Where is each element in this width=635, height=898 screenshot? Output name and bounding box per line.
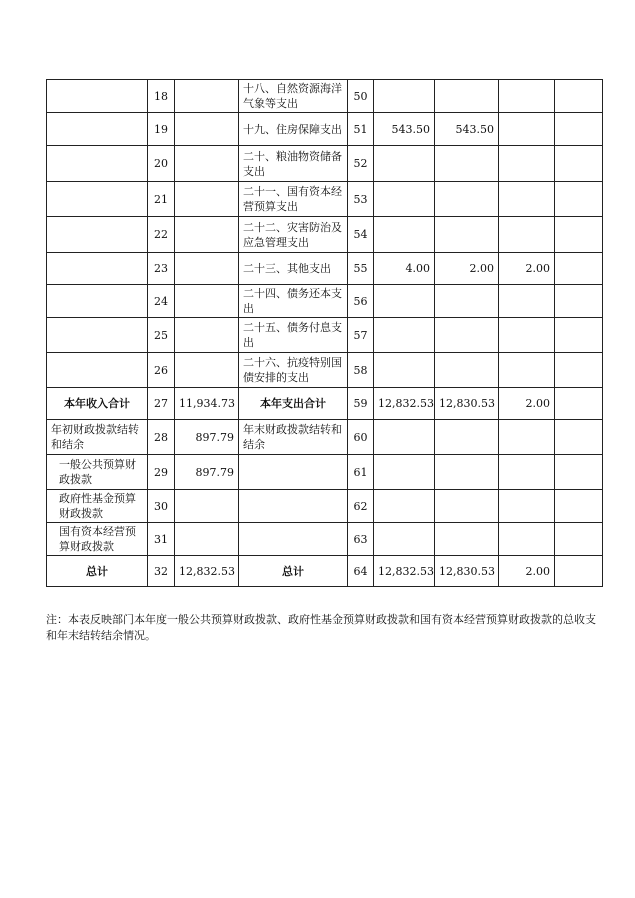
general-budget-cell <box>435 285 499 318</box>
table-row <box>47 182 603 217</box>
income-label-cell: 年初财政拨款结转和结余 <box>47 420 148 455</box>
expense-row-number-cell: 55 <box>348 253 374 285</box>
expense-label-cell: 二十四、债务还本支出 <box>239 285 348 318</box>
income-label-cell: 一般公共预算财政拨款 <box>47 455 148 490</box>
income-amount-cell <box>175 318 239 353</box>
state-capital-cell <box>555 80 603 113</box>
expense-total-cell <box>374 146 435 182</box>
general-budget-cell: 2.00 <box>435 253 499 285</box>
general-budget-cell: 12,830.53 <box>435 388 499 420</box>
income-row-number-cell: 18 <box>148 80 175 113</box>
income-row-number-cell: 25 <box>148 318 175 353</box>
state-capital-cell <box>555 113 603 146</box>
income-label-cell <box>47 285 148 318</box>
income-row-number-cell: 26 <box>148 353 175 388</box>
state-capital-cell <box>555 318 603 353</box>
government-fund-cell <box>499 182 555 217</box>
income-amount-cell <box>175 490 239 523</box>
general-budget-cell <box>435 353 499 388</box>
general-budget-cell <box>435 490 499 523</box>
general-budget-cell <box>435 217 499 253</box>
table-row <box>47 523 603 556</box>
expense-total-cell <box>374 455 435 490</box>
income-amount-cell <box>175 80 239 113</box>
state-capital-cell <box>555 388 603 420</box>
table-footnote: 注：本表反映部门本年度一般公共预算财政拨款、政府性基金预算财政拨款和国有资本经营预算财政拨款的总收支和年末结转结余情况。 <box>46 613 596 642</box>
expense-label-cell: 总计 <box>239 556 348 587</box>
expense-row-number-cell: 56 <box>348 285 374 318</box>
government-fund-cell: 2.00 <box>499 556 555 587</box>
general-budget-cell: 12,830.53 <box>435 556 499 587</box>
income-row-number-cell: 22 <box>148 217 175 253</box>
expense-label-cell <box>239 455 348 490</box>
income-label-cell <box>47 253 148 285</box>
expense-total-cell: 12,832.53 <box>374 388 435 420</box>
expense-label-cell: 二十六、抗疫特别国债安排的支出 <box>239 353 348 388</box>
table-row <box>47 285 603 318</box>
income-amount-cell <box>175 146 239 182</box>
expense-total-cell: 543.50 <box>374 113 435 146</box>
expense-total-cell <box>374 80 435 113</box>
income-label-cell: 国有资本经营预算财政拨款 <box>47 523 148 556</box>
state-capital-cell <box>555 490 603 523</box>
income-label-cell <box>47 353 148 388</box>
government-fund-cell <box>499 353 555 388</box>
income-row-number-cell: 19 <box>148 113 175 146</box>
table-row <box>47 146 603 182</box>
state-capital-cell <box>555 420 603 455</box>
expense-row-number-cell: 63 <box>348 523 374 556</box>
expense-label-cell: 十九、住房保障支出 <box>239 113 348 146</box>
government-fund-cell: 2.00 <box>499 253 555 285</box>
expense-row-number-cell: 62 <box>348 490 374 523</box>
expense-row-number-cell: 64 <box>348 556 374 587</box>
income-amount-cell <box>175 217 239 253</box>
general-budget-cell: 543.50 <box>435 113 499 146</box>
government-fund-cell: 2.00 <box>499 388 555 420</box>
expense-label-cell <box>239 490 348 523</box>
income-amount-cell <box>175 523 239 556</box>
expense-total-cell <box>374 420 435 455</box>
expense-row-number-cell: 61 <box>348 455 374 490</box>
state-capital-cell <box>555 523 603 556</box>
state-capital-cell <box>555 556 603 587</box>
state-capital-cell <box>555 455 603 490</box>
table-row <box>47 388 603 420</box>
expense-label-cell: 二十五、债务付息支出 <box>239 318 348 353</box>
expense-label-cell: 二十二、灾害防治及应急管理支出 <box>239 217 348 253</box>
income-label-cell: 总计 <box>47 556 148 587</box>
income-row-number-cell: 21 <box>148 182 175 217</box>
income-amount-cell <box>175 353 239 388</box>
table-row <box>47 80 603 113</box>
income-amount-cell: 12,832.53 <box>175 556 239 587</box>
table-row <box>47 556 603 587</box>
income-label-cell <box>47 318 148 353</box>
income-label-cell: 本年收入合计 <box>47 388 148 420</box>
government-fund-cell <box>499 217 555 253</box>
government-fund-cell <box>499 420 555 455</box>
income-label-cell <box>47 217 148 253</box>
table-row <box>47 253 603 285</box>
state-capital-cell <box>555 146 603 182</box>
income-label-cell <box>47 146 148 182</box>
general-budget-cell <box>435 318 499 353</box>
expense-label-cell: 本年支出合计 <box>239 388 348 420</box>
table-row <box>47 490 603 523</box>
income-amount-cell: 897.79 <box>175 455 239 490</box>
expense-label-cell: 年末财政拨款结转和结余 <box>239 420 348 455</box>
expense-label-cell <box>239 523 348 556</box>
income-row-number-cell: 27 <box>148 388 175 420</box>
expense-row-number-cell: 50 <box>348 80 374 113</box>
government-fund-cell <box>499 490 555 523</box>
state-capital-cell <box>555 217 603 253</box>
expense-row-number-cell: 52 <box>348 146 374 182</box>
expense-total-cell <box>374 285 435 318</box>
income-row-number-cell: 24 <box>148 285 175 318</box>
expense-total-cell <box>374 523 435 556</box>
income-amount-cell: 897.79 <box>175 420 239 455</box>
government-fund-cell <box>499 80 555 113</box>
general-budget-cell <box>435 420 499 455</box>
income-label-cell <box>47 113 148 146</box>
general-budget-cell <box>435 182 499 217</box>
government-fund-cell <box>499 455 555 490</box>
income-amount-cell <box>175 182 239 217</box>
income-row-number-cell: 32 <box>148 556 175 587</box>
government-fund-cell <box>499 523 555 556</box>
income-row-number-cell: 30 <box>148 490 175 523</box>
expense-row-number-cell: 57 <box>348 318 374 353</box>
government-fund-cell <box>499 113 555 146</box>
table-row <box>47 455 603 490</box>
expense-row-number-cell: 53 <box>348 182 374 217</box>
income-row-number-cell: 20 <box>148 146 175 182</box>
income-label-cell <box>47 182 148 217</box>
table-row <box>47 353 603 388</box>
income-row-number-cell: 31 <box>148 523 175 556</box>
expense-row-number-cell: 58 <box>348 353 374 388</box>
government-fund-cell <box>499 318 555 353</box>
expense-label-cell: 十八、自然资源海洋气象等支出 <box>239 80 348 113</box>
expense-label-cell: 二十、粮油物资储备支出 <box>239 146 348 182</box>
expense-row-number-cell: 54 <box>348 217 374 253</box>
expense-total-cell <box>374 318 435 353</box>
state-capital-cell <box>555 253 603 285</box>
expense-total-cell <box>374 182 435 217</box>
expense-row-number-cell: 51 <box>348 113 374 146</box>
expense-total-cell: 4.00 <box>374 253 435 285</box>
government-fund-cell <box>499 285 555 318</box>
income-amount-cell <box>175 285 239 318</box>
expense-total-cell <box>374 490 435 523</box>
income-row-number-cell: 28 <box>148 420 175 455</box>
income-row-number-cell: 23 <box>148 253 175 285</box>
expense-label-cell: 二十一、国有资本经营预算支出 <box>239 182 348 217</box>
income-row-number-cell: 29 <box>148 455 175 490</box>
general-budget-cell <box>435 80 499 113</box>
income-label-cell <box>47 80 148 113</box>
income-amount-cell <box>175 253 239 285</box>
general-budget-cell <box>435 455 499 490</box>
expense-total-cell <box>374 217 435 253</box>
expense-row-number-cell: 60 <box>348 420 374 455</box>
state-capital-cell <box>555 285 603 318</box>
expense-row-number-cell: 59 <box>348 388 374 420</box>
expense-total-cell: 12,832.53 <box>374 556 435 587</box>
income-amount-cell: 11,934.73 <box>175 388 239 420</box>
general-budget-cell <box>435 146 499 182</box>
government-fund-cell <box>499 146 555 182</box>
table-row <box>47 318 603 353</box>
fiscal-appropriation-table <box>46 79 603 587</box>
income-amount-cell <box>175 113 239 146</box>
table-row <box>47 217 603 253</box>
expense-total-cell <box>374 353 435 388</box>
state-capital-cell <box>555 182 603 217</box>
state-capital-cell <box>555 353 603 388</box>
income-label-cell: 政府性基金预算财政拨款 <box>47 490 148 523</box>
table-body <box>47 80 603 587</box>
general-budget-cell <box>435 523 499 556</box>
table-row <box>47 113 603 146</box>
expense-label-cell: 二十三、其他支出 <box>239 253 348 285</box>
table-row <box>47 420 603 455</box>
